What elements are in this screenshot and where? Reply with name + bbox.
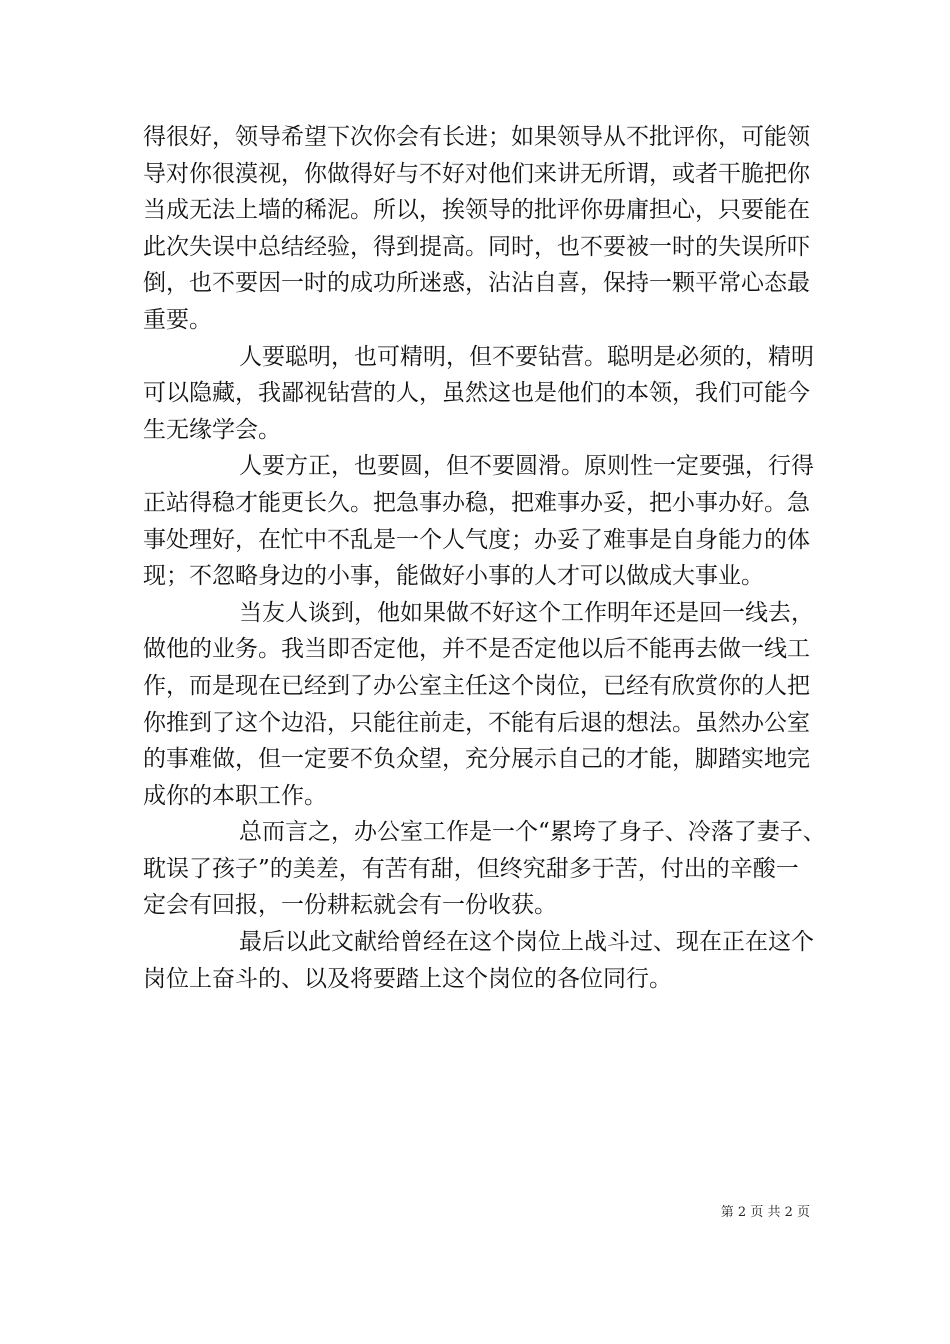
text-line: 成你的本职工作。 <box>143 782 327 809</box>
text-line: 事处理好，在忙中不乱是一个人气度；办妥了难事是自身能力的体 <box>143 526 810 553</box>
paragraph-start-line: 最后以此文献给曾经在这个岗位上战斗过、现在正在这个 <box>239 929 814 956</box>
text-line: 定会有回报，一份耕耘就会有一份收获。 <box>143 892 557 919</box>
text-line: 的事难做，但一定要不负众望，充分展示自己的才能，脚踏实地完 <box>143 746 810 773</box>
text-line: 可以隐藏，我鄙视钻营的人，虽然这也是他们的本领，我们可能今 <box>143 380 810 407</box>
page-footer: 第 2 页 共 2 页 <box>720 1205 810 1220</box>
text-line: 倒，也不要因一时的成功所迷惑，沾沾自喜，保持一颗平常心态最 <box>143 270 810 297</box>
text-line: 耽误了孩子”的美差，有苦有甜，但终究甜多于苦，付出的辛酸一 <box>143 855 799 882</box>
paragraph-start-line: 人要方正，也要圆，但不要圆滑。原则性一定要强，行得 <box>239 453 814 480</box>
text-line: 得很好，领导希望下次你会有长进；如果领导从不批评你，可能领 <box>143 124 810 150</box>
text-line: 生无缘学会。 <box>143 416 281 443</box>
text-line: 作，而是现在已经到了办公室主任这个岗位，已经有欣赏你的人把 <box>143 672 810 699</box>
text-line: 当成无法上墙的稀泥。所以，挨领导的批评你毋庸担心，只要能在 <box>143 197 810 224</box>
text-line: 重要。 <box>143 306 212 333</box>
text-line: 导对你很漠视，你做得好与不好对他们来讲无所谓，或者干脆把你 <box>143 160 810 187</box>
body-text <box>143 119 826 997</box>
text-line: 你推到了这个边沿，只能往前走，不能有后退的想法。虽然办公室 <box>143 709 810 736</box>
text-line: 此次失误中总结经验，得到提高。同时，也不要被一时的失误所吓 <box>143 233 810 260</box>
text-line: 岗位上奋斗的、以及将要踏上这个岗位的各位同行。 <box>143 965 672 992</box>
paragraph-start-line: 总而言之，办公室工作是一个“累垮了身子、冷落了妻子、 <box>239 819 826 846</box>
text-line: 正站得稳才能更长久。把急事办稳，把难事办妥，把小事办好。急 <box>143 489 810 516</box>
paragraph-start-line: 当友人谈到，他如果做不好这个工作明年还是回一线去， <box>239 599 814 626</box>
text-line: 现；不忽略身边的小事，能做好小事的人才可以做成大事业。 <box>143 563 764 590</box>
text-line: 做他的业务。我当即否定他，并不是否定他以后不能再去做一线工 <box>143 636 810 663</box>
paragraph-start-line: 人要聪明，也可精明，但不要钻营。聪明是必须的，精明 <box>239 343 814 370</box>
